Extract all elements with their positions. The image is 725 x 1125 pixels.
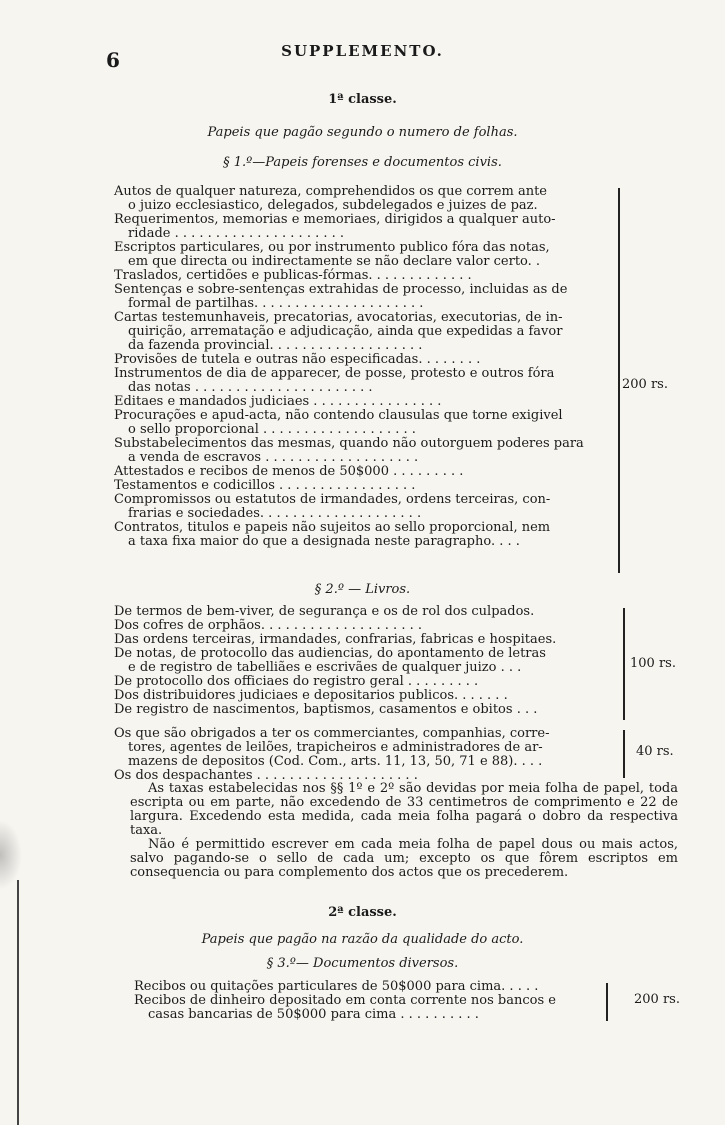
class1-subtitle: Papeis que pagão segundo o numero de folhas. [207,125,518,140]
entry-line: De registro de nascimentos, baptismos, casamentos e obitos . . . [114,702,538,717]
entry-continuation: das notas . . . . . . . . . . . . . . . . . . . . . . [128,380,373,395]
note-paragraph: Não é permittido escrever em cada meia folha de papel dous ou mais actos, salvo pagando-se o sello de cada um; excepto os que fôrem escriptos em consequencia ou para complemento dos actos que os precederem. [130,837,678,880]
entry-line: De protocollo dos officiaes do registro geral . . . . . . . . . [114,674,479,689]
section3-brace [600,983,608,1021]
entry-line: Os dos despachantes . . . . . . . . . . . . . . . . . . . . [114,768,418,783]
list-item [114,395,610,409]
entry-line: Autos de qualquer natureza, comprehendidos os que correm ante [114,184,548,199]
list-item [114,367,610,395]
section2-notes [130,782,678,880]
entry-continuation: em que directa ou indirectamente se não declare valor certo. . [128,254,541,269]
running-title: SUPPLEMENTO. [281,42,444,60]
list-item [114,689,610,703]
class2-subtitle: Papeis que pagão na razão da qualidade do acto. [201,932,524,947]
list-item [134,980,598,994]
entry-line: Attestados e recibos de menos de 50$000 . . . . . . . . . [114,464,464,479]
list-item [114,493,610,521]
list-item [114,619,610,633]
list-item [114,647,610,675]
section2-rate-a: 100 rs. [630,656,676,671]
entry-line: Procurações e apud-acta, não contendo clausulas que torne exigivel [114,408,563,423]
entry-continuation: a venda de escravos . . . . . . . . . . . . . . . . . . . [128,450,419,465]
entry-line: Recibos de dinheiro depositado em conta corrente nos bancos e [134,993,556,1008]
list-item [114,437,610,465]
entry-continuation: a taxa fixa maior do que a designada neste paragrapho. . . . [128,534,520,549]
entry-continuation: e de registro de tabelliães e escrivães de qualquer juizo . . . [128,660,522,675]
entry-line: Os que são obrigados a ter os commerciantes, companhias, corre- [114,726,550,741]
class2-heading: 2ª classe. [328,905,397,920]
entry-continuation: quirição, arrematação e adjudicação, ainda que expedidas a favor [128,324,563,339]
entry-continuation: casas bancarias de 50$000 para cima . . . . . . . . . . [148,1007,479,1022]
section2-heading: § 2.º — Livros. [314,582,411,597]
entry-line: Cartas testemunhaveis, precatorias, avocatorias, executorias, de in- [114,310,563,325]
entry-line: Instrumentos de dia de apparecer, de posse, protesto e outros fóra [114,366,555,381]
list-item [114,339,610,353]
section1-rate: 200 rs. [622,377,668,392]
list-item [114,269,610,283]
entry-line: Compromissos ou estatutos de irmandades, ordens terceiras, con- [114,492,551,507]
entry-line: Recibos ou quitações particulares de 50$000 para cima. . . . . [134,979,539,994]
page-number: 6 [106,48,120,72]
list-item [114,311,610,339]
entry-line: Provisões de tutela e outras não especificadas. . . . . . . . [114,352,481,367]
entry-line: Testamentos e codicillos . . . . . . . . . . . . . . . . . [114,478,416,493]
entry-line: Substabelecimentos das mesmas, quando não outorguem poderes para [114,436,584,451]
list-item [114,605,610,619]
entry-continuation: o juizo ecclesiastico, delegados, subdelegados e juizes de paz. [128,198,538,213]
list-item [114,241,610,269]
entry-continuation: mazens de depositos (Cod. Com., arts. 11, 13, 50, 71 e 88). . . . [128,754,543,769]
list-item [114,213,610,241]
entry-line: Sentenças e sobre-sentenças extrahidas de processo, incluidas as de [114,282,568,297]
list-item [114,283,610,311]
entry-continuation: tores, agentes de leilões, trapicheiros e administradores de ar- [128,740,543,755]
entry-continuation: da fazenda provincial. . . . . . . . . . . . . . . . . . . [128,338,423,353]
list-item [114,353,610,367]
section2-list-a [114,605,610,717]
entry-line: Dos distribuidores judiciaes e depositarios publicos. . . . . . . [114,688,508,703]
list-item [114,479,610,493]
class1-heading: 1ª classe. [328,92,397,107]
section3-list [134,980,598,1022]
section2-brace-a [617,608,625,720]
section1-list [114,185,610,549]
section2-list-b [114,727,610,783]
note-paragraph: As taxas estabelecidas nos §§ 1º e 2º são devidas por meia folha de papel, toda escripta ou em parte, não excedendo de 33 centimetros de comprimento e 22 de largura. Excedendo esta medida, cada meia folha pagará o dobro da respectiva taxa. [130,781,678,838]
section2-rate-b: 40 rs. [636,744,674,759]
entry-continuation: formal de partilhas. . . . . . . . . . . . . . . . . . . . . [128,296,424,311]
entry-continuation: frarias e sociedades. . . . . . . . . . . . . . . . . . . . [128,506,422,521]
entry-line: Dos cofres de orphãos. . . . . . . . . . . . . . . . . . . . [114,618,422,633]
list-item [114,633,610,647]
list-item [114,727,610,755]
list-item [114,675,610,689]
entry-continuation: o sello proporcional . . . . . . . . . . . . . . . . . . . [128,422,416,437]
list-item [114,465,610,479]
section1-brace [612,188,620,573]
list-item [114,409,610,437]
list-item [114,521,610,549]
entry-line: Requerimentos, memorias e memoriaes, dirigidos a qualquer auto- [114,212,556,227]
entry-line: Das ordens terceiras, irmandades, confrarias, fabricas e hospitaes. [114,632,557,647]
entry-continuation: ridade . . . . . . . . . . . . . . . . . . . . . [128,226,345,241]
list-item [134,994,598,1022]
entry-line: Traslados, certidões e publicas-fórmas. . . . . . . . . . . . . [114,268,472,283]
entry-line: De termos de bem-viver, de segurança e os de rol dos culpados. [114,604,535,619]
entry-line: Contratos, titulos e papeis não sujeitos ao sello proporcional, nem [114,520,551,535]
list-item [114,185,610,213]
list-item [114,703,610,717]
section2-brace-b [617,730,625,778]
entry-line: Editaes e mandados judiciaes . . . . . . . . . . . . . . . . [114,394,442,409]
section3-rate: 200 rs. [634,992,680,1007]
section3-heading: § 3.º— Documentos diversos. [266,956,459,971]
section1-heading: § 1.º—Papeis forenses e documentos civis. [223,155,502,170]
entry-line: Escriptos particulares, ou por instrumento publico fóra das notas, [114,240,550,255]
list-item [114,755,610,769]
entry-line: De notas, de protocollo das audiencias, do apontamento de letras [114,646,546,661]
